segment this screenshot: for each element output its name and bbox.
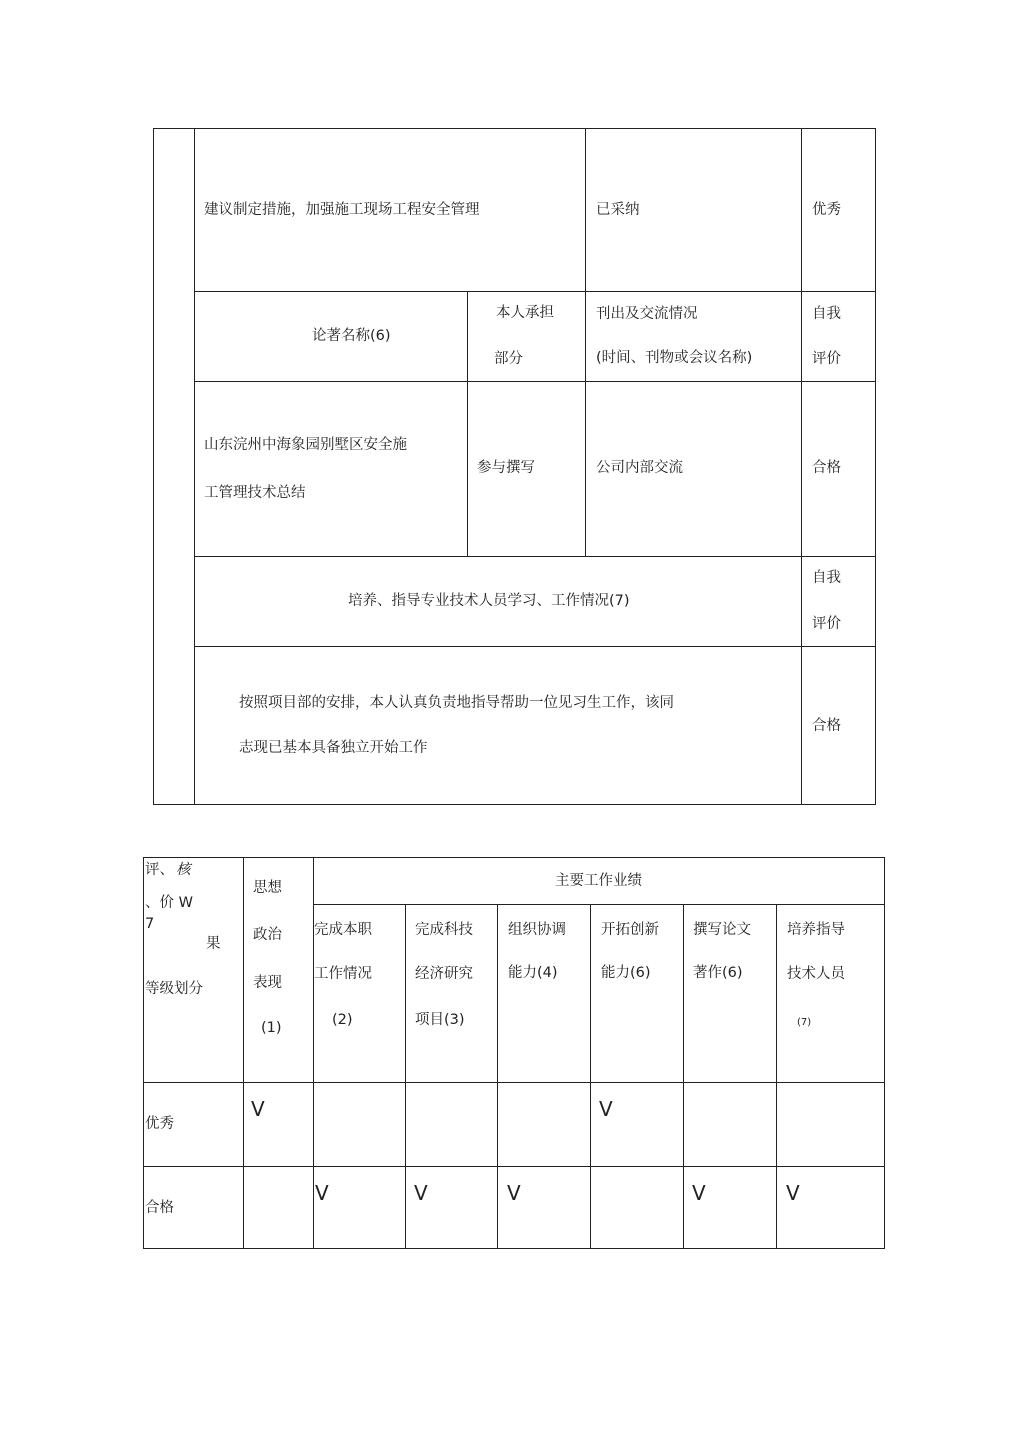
work-title: 工管理技术总结	[204, 485, 306, 501]
table1-right-border	[875, 128, 876, 805]
self-eval-header: 评价	[812, 351, 841, 367]
col-header: 完成本职	[314, 922, 372, 938]
training-self-eval-header: 自我	[812, 570, 841, 586]
training-text: 按照项目部的安排，本人认真负责地指导帮助一位见习生工作，该同	[239, 695, 674, 711]
col-header: 项目(3)	[415, 1012, 465, 1028]
suggestion-rating: 优秀	[812, 202, 841, 218]
corner-header: 果	[206, 936, 221, 952]
table1-rule	[194, 291, 876, 292]
col-header: (7)	[797, 1017, 812, 1028]
table1-rule	[194, 556, 876, 557]
suggestion-text: 建议制定措施，加强施工现场工程安全管理	[204, 202, 480, 218]
col-political-header: (1)	[261, 1020, 282, 1036]
col-header: 能力(4)	[508, 965, 558, 981]
publication-header: (时间、刊物或会议名称)	[596, 350, 753, 366]
grade-mark: V	[414, 1181, 428, 1205]
corner-header: 核	[176, 862, 191, 878]
work-rating: 合格	[812, 460, 841, 476]
suggestion-status: 已采纳	[596, 202, 640, 218]
col-header: 工作情况	[314, 966, 372, 982]
corner-header: 评、	[145, 862, 174, 878]
grade-mark: V	[507, 1181, 521, 1205]
col-political-header: 政治	[253, 927, 282, 943]
table1-rule	[801, 128, 802, 805]
col-header: 著作(6)	[693, 965, 743, 981]
col-header: 组织协调	[508, 922, 566, 938]
table2-rule	[243, 857, 244, 1249]
grade-mark: V	[786, 1181, 800, 1205]
col-political-header: 表现	[253, 975, 282, 991]
publication-header: 刊出及交流情况	[596, 306, 698, 322]
corner-header: 7	[145, 916, 155, 932]
col-header: 培养指导	[787, 922, 845, 938]
col-political-header: 思想	[253, 880, 282, 896]
table1-rule	[194, 128, 195, 805]
works-title-header: 论著名称(6)	[312, 328, 391, 344]
table2-rule	[313, 857, 314, 1249]
own-part-header: 部分	[494, 351, 523, 367]
training-header: 培养、指导专业技术人员学习、工作情况(7)	[348, 593, 630, 609]
table1-bottom-border	[153, 804, 876, 805]
table1-rule	[194, 646, 876, 647]
table1-rule	[585, 128, 586, 556]
col-header: 撰写论文	[693, 922, 751, 938]
col-header: 开拓创新	[601, 922, 659, 938]
table2-left-border	[143, 857, 144, 1249]
col-header: 能力(6)	[601, 965, 651, 981]
table2-rule	[683, 904, 684, 1249]
table2-rule	[776, 904, 777, 1249]
table2-rule	[405, 904, 406, 1249]
table2-rule	[143, 1166, 885, 1167]
corner-header: 、价 W	[145, 895, 193, 911]
grade-mark: V	[315, 1181, 329, 1205]
table2-top-border	[143, 857, 885, 858]
table2-bottom-border	[143, 1248, 885, 1249]
grade-mark: V	[599, 1097, 613, 1121]
table2-rule	[313, 904, 885, 905]
main-achievements-header: 主要工作业绩	[555, 873, 642, 889]
grade-label: 优秀	[145, 1116, 174, 1132]
table2-right-border	[884, 857, 885, 1249]
training-self-eval-header: 评价	[812, 616, 841, 632]
col-header: 完成科技	[415, 922, 473, 938]
table1-rule	[467, 291, 468, 556]
own-part-header: 本人承担	[496, 305, 554, 321]
work-title: 山东浣州中海象园别墅区安全施	[204, 437, 407, 453]
table2-rule	[497, 904, 498, 1249]
col-header: 技术人员	[787, 966, 845, 982]
training-text: 志现已基本具备独立开始工作	[239, 740, 428, 756]
table2-rule	[590, 904, 591, 1249]
work-publication: 公司内部交流	[596, 460, 683, 476]
col-header: (2)	[332, 1012, 353, 1028]
table2-rule	[143, 1082, 885, 1083]
table1-rule	[194, 381, 876, 382]
self-eval-header: 自我	[812, 306, 841, 322]
grade-label: 合格	[145, 1200, 174, 1216]
grade-mark: V	[251, 1097, 265, 1121]
grade-mark: V	[692, 1181, 706, 1205]
training-rating: 合格	[812, 718, 841, 734]
work-part: 参与撰写	[477, 460, 535, 476]
corner-header: 等级划分	[145, 981, 203, 997]
table1-left-border	[153, 128, 154, 805]
table1-top-border	[153, 128, 876, 129]
col-header: 经济研究	[415, 966, 473, 982]
